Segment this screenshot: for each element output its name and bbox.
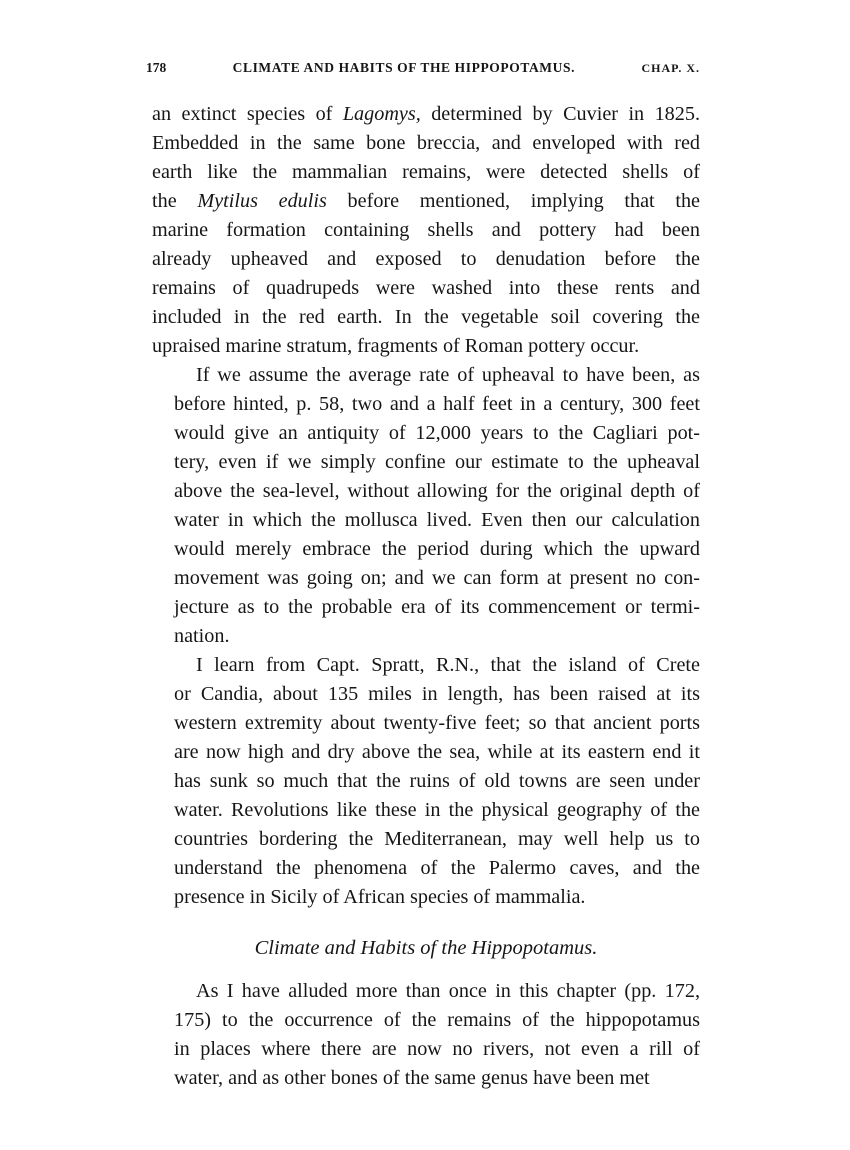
text-line: countries bordering the Mediterranean, may well help us to [174, 828, 700, 850]
text-line: included in the red earth. In the vegetable soil covering the [152, 306, 700, 328]
text-line: before hinted, p. 58, two and a half feet in a century, 300 feet [174, 393, 700, 415]
text-line: As I have alluded more than once in this chapter (pp. 172, [196, 980, 700, 1002]
text-line: tery, even if we simply confine our estimate to the upheaval [174, 451, 700, 473]
text-line: 175) to the occurrence of the remains of the hippopotamus [174, 1009, 700, 1031]
text-line: water. Revolutions like these in the physical geography of the [174, 799, 700, 821]
book-page [146, 60, 701, 1093]
text-line: I learn from Capt. Spratt, R.N., that the island of Crete [196, 654, 700, 676]
text-line: already upheaved and exposed to denudation before the [152, 248, 700, 270]
text-line: water, and as other bones of the same genus have been met [174, 1067, 650, 1089]
paragraph [152, 651, 700, 912]
text-line: in places where there are now no rivers, not even a rill of [174, 1038, 700, 1060]
text-line: an extinct species of Lagomys, determined by Cuvier in 1825. [152, 103, 700, 125]
text-line: upraised marine stratum, fragments of Roman pottery occur. [152, 335, 640, 357]
text-line: Embedded in the same bone breccia, and enveloped with red [152, 132, 700, 154]
italic-term: Mytilus edulis [197, 190, 327, 212]
paragraph [152, 100, 700, 361]
italic-term: Lagomys, [342, 103, 421, 125]
text-line: marine formation containing shells and pottery had been [152, 219, 700, 241]
chapter-reference: CHAP. X. [641, 61, 700, 75]
paragraph [152, 977, 700, 1093]
paragraph [152, 361, 700, 651]
text-line: above the sea-level, without allowing for the original depth of [174, 480, 700, 502]
text-line: the Mytilus edulis before mentioned, implying that the [152, 190, 701, 212]
text-line: If we assume the average rate of upheaval to have been, as [196, 364, 700, 386]
running-title: CLIMATE AND HABITS OF THE HIPPOPOTAMUS. [232, 60, 576, 75]
body-text [152, 100, 700, 912]
text-line: or Candia, about 135 miles in length, has been raised at its [174, 683, 700, 705]
text-line: would merely embrace the period during which the upward [174, 538, 700, 560]
text-line: understand the phenomena of the Palermo caves, and the [174, 857, 700, 879]
text-line: has sunk so much that the ruins of old towns are seen under [174, 770, 700, 792]
text-line: earth like the mammalian remains, were detected shells of [152, 161, 700, 183]
section-body-text [152, 977, 700, 1093]
text-line: nation. [174, 625, 230, 647]
text-line: movement was going on; and we can form at present no con- [174, 567, 700, 589]
running-head [146, 60, 700, 84]
text-line: western extremity about twenty-five feet; so that ancient ports [174, 712, 700, 734]
section-heading: Climate and Habits of the Hippopotamus. [254, 937, 598, 959]
text-line: jecture as to the probable era of its commencement or termi- [174, 596, 700, 618]
text-line: remains of quadrupeds were washed into these rents and [152, 277, 700, 299]
text-line: would give an antiquity of 12,000 years to the Cagliari pot- [174, 422, 700, 444]
text-line: are now high and dry above the sea, while at its eastern end it [174, 741, 700, 763]
text-line: water in which the mollusca lived. Even then our calculation [174, 509, 700, 531]
text-line: presence in Sicily of African species of mammalia. [174, 886, 586, 908]
page-number: 178 [146, 60, 167, 75]
